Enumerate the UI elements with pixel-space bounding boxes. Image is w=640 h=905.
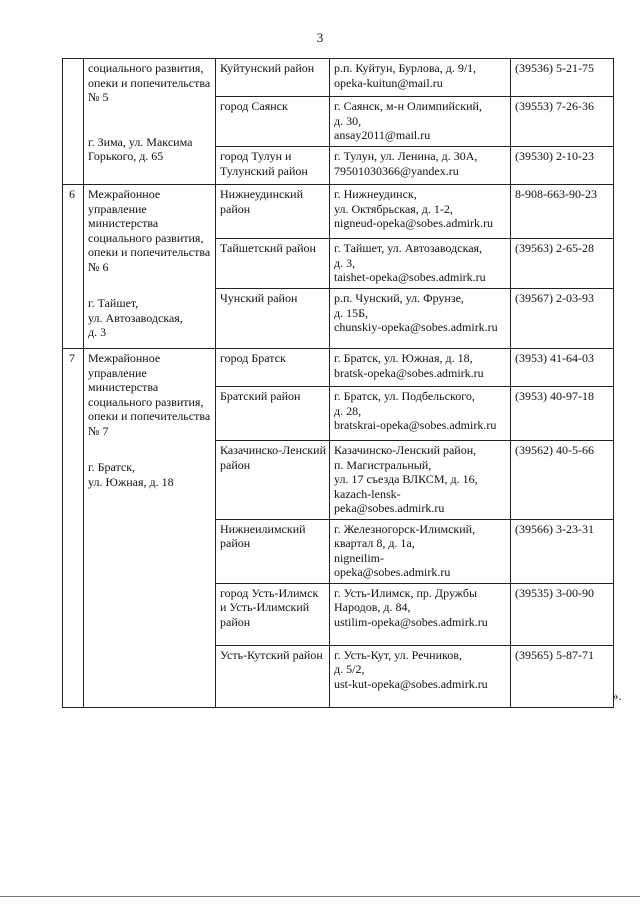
district-phone: (39565) 5-87-71 [511,645,614,707]
district-address: г. Тулун, ул. Ленина, д. 30А, 79501030366@yandex.ru [330,147,511,185]
org-name: Межрайонное управление министерства социального развития, опеки и попечительства № 6 [88,187,211,274]
table-row [63,185,614,239]
district-address: г. Братск, ул. Южная, д. 18, bratsk-opeka@sobes.admirk.ru [330,349,511,387]
district-phone: (39553) 7-26-36 [511,97,614,147]
district-name: Братский район [216,387,330,441]
district-address: г. Нижнеудинск, ул. Октябрьская, д. 1-2, nigneud-opeka@sobes.admirk.ru [330,185,511,239]
table-row [63,349,614,387]
org-address: г. Братск, ул. Южная, д. 18 [88,460,174,489]
district-name: город Тулун и Тулунский район [216,147,330,185]
table-row [63,59,614,97]
district-address: р.п. Чунский, ул. Фрунзе, д. 15Б, chunskiy-opeka@sobes.admirk.ru [330,289,511,349]
district-name: город Братск [216,349,330,387]
row-number-cell [63,59,84,185]
closing-quote-mark: ». [612,688,622,703]
row-number-cell: 6 [63,185,84,349]
district-address: г. Саянск, м-н Олимпийский, д. 30, ansay2011@mail.ru [330,97,511,147]
district-address: г. Братск, ул. Подбельского, д. 28, bratskrai-opeka@sobes.admirk.ru [330,387,511,441]
district-address: г. Усть-Кут, ул. Речников, д. 5/2, ust-kut-opeka@sobes.admirk.ru [330,645,511,707]
district-phone: (39535) 3-00-90 [511,583,614,645]
district-address: Казачинско-Ленский район, п. Магистральный, ул. 17 съезда ВЛКСМ, д. 16, kazach-lensk- peka@sobes.admirk.ru [330,441,511,520]
row-number-cell: 7 [63,349,84,708]
district-address: г. Усть-Илимск, пр. Дружбы Народов, д. 84, ustilim-opeka@sobes.admirk.ru [330,583,511,645]
org-cell [84,59,216,185]
district-phone: (3953) 41-64-03 [511,349,614,387]
page-bottom-rule [0,896,640,897]
org-name: Межрайонное управление министерства социального развития, опеки и попечительства № 7 [88,351,211,438]
district-phone: (39536) 5-21-75 [511,59,614,97]
district-name: Тайшетский район [216,239,330,289]
district-name: Усть-Кутский район [216,645,330,707]
district-name: город Саянск [216,97,330,147]
district-address: г. Тайшет, ул. Автозаводская, д. 3, taishet-opeka@sobes.admirk.ru [330,239,511,289]
org-address: г. Зима, ул. Максима Горького, д. 65 [88,134,193,163]
district-phone: (39567) 2-03-93 [511,289,614,349]
district-address: г. Железногорск-Илимский, квартал 8, д. 1а, nigneilim- opeka@sobes.admirk.ru [330,519,511,583]
page-number: 3 [316,30,324,45]
district-phone: (39563) 2-65-28 [511,239,614,289]
district-name: Куйтунский район [216,59,330,97]
district-phone: (39562) 40-5-66 [511,441,614,520]
agencies-table [62,58,614,708]
org-name: социального развития, опеки и попечительства № 5 [88,61,211,104]
district-name: Нижнеудинский район [216,185,330,239]
district-name: Чунский район [216,289,330,349]
district-address: р.п. Куйтун, Бурлова, д. 9/1, opeka-kuitun@mail.ru [330,59,511,97]
district-phone: (39530) 2-10-23 [511,147,614,185]
district-phone: 8-908-663-90-23 [511,185,614,239]
district-name: город Усть-Илимск и Усть-Илимский район [216,583,330,645]
org-address: г. Тайшет, ул. Автозаводская, д. 3 [88,296,183,339]
district-phone: (39566) 3-23-31 [511,519,614,583]
org-cell [84,349,216,708]
district-name: Казачинско-Ленский район [216,441,330,520]
org-cell [84,185,216,349]
district-phone: (3953) 40-97-18 [511,387,614,441]
district-name: Нижнеилимский район [216,519,330,583]
